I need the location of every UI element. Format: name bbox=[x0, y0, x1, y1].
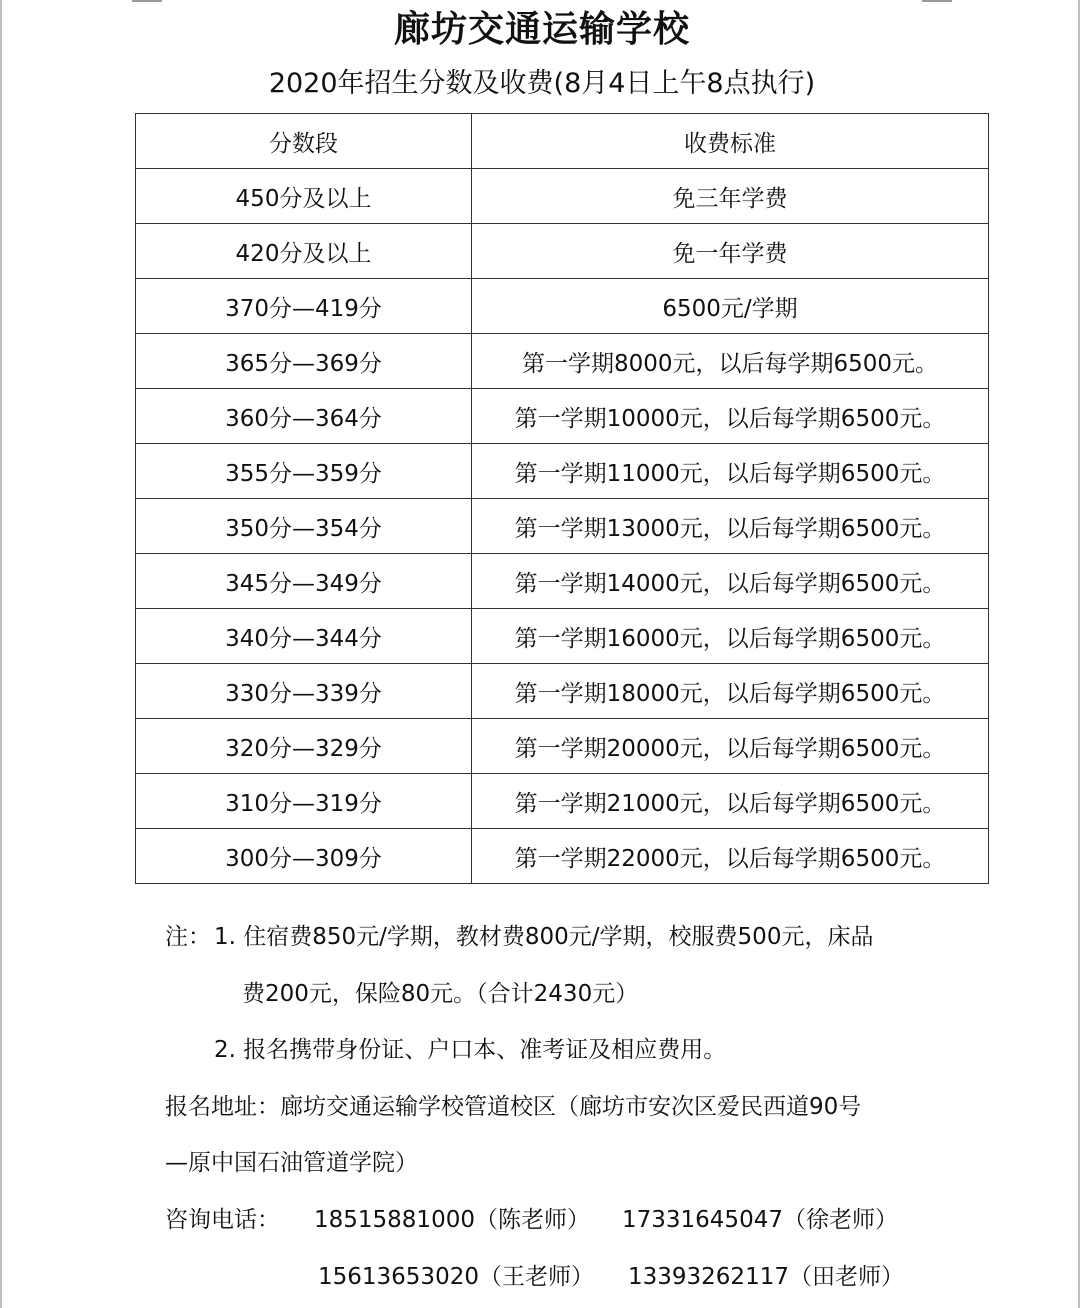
score-range-cell: 370分—419分 bbox=[136, 279, 472, 334]
phone-contact: 15613653020（王老师） bbox=[318, 1264, 594, 1290]
address-line-2: —原中国石油管道学院） bbox=[165, 1150, 418, 1176]
phone-contact: 13393262117（田老师） bbox=[628, 1264, 904, 1290]
fee-standard-cell: 第一学期11000元，以后每学期6500元。 bbox=[472, 444, 989, 499]
score-range-cell: 365分—369分 bbox=[136, 334, 472, 389]
fee-standard-cell: 第一学期22000元，以后每学期6500元。 bbox=[472, 829, 989, 884]
score-range-cell: 330分—339分 bbox=[136, 664, 472, 719]
note-item-1-line-1: 1. 住宿费850元/学期，教材费800元/学期，校服费500元，床品 bbox=[214, 924, 874, 950]
fee-standard-cell: 免三年学费 bbox=[472, 169, 989, 224]
fee-standard-cell: 第一学期20000元，以后每学期6500元。 bbox=[472, 719, 989, 774]
score-range-cell: 360分—364分 bbox=[136, 389, 472, 444]
fee-standard-cell: 第一学期18000元，以后每学期6500元。 bbox=[472, 664, 989, 719]
note-item-1-line-2: 费200元，保险80元。（合计2430元） bbox=[242, 981, 639, 1007]
fee-standard-cell: 第一学期8000元，以后每学期6500元。 bbox=[472, 334, 989, 389]
address-line-1: 报名地址：廊坊交通运输学校管道校区（廊坊市安次区爱民西道90号 bbox=[165, 1094, 862, 1120]
score-range-cell: 345分—349分 bbox=[136, 554, 472, 609]
table-row bbox=[136, 609, 989, 664]
score-range-cell: 310分—319分 bbox=[136, 774, 472, 829]
table-header-row bbox=[136, 114, 989, 169]
header-score-range: 分数段 bbox=[136, 114, 472, 169]
score-range-cell: 355分—359分 bbox=[136, 444, 472, 499]
table-row bbox=[136, 444, 989, 499]
fee-standard-cell: 第一学期10000元，以后每学期6500元。 bbox=[472, 389, 989, 444]
score-range-cell: 450分及以上 bbox=[136, 169, 472, 224]
score-range-cell: 320分—329分 bbox=[136, 719, 472, 774]
score-range-cell: 420分及以上 bbox=[136, 224, 472, 279]
fee-standard-cell: 6500元/学期 bbox=[472, 279, 989, 334]
phone-contact: 18515881000（陈老师） bbox=[314, 1207, 590, 1233]
table-row bbox=[136, 279, 989, 334]
score-range-cell: 350分—354分 bbox=[136, 499, 472, 554]
table-row bbox=[136, 829, 989, 884]
table-row bbox=[136, 664, 989, 719]
table-row bbox=[136, 499, 989, 554]
fee-table bbox=[135, 113, 989, 884]
fee-standard-cell: 第一学期13000元，以后每学期6500元。 bbox=[472, 499, 989, 554]
school-title: 廊坊交通运输学校 bbox=[393, 9, 690, 50]
fee-standard-cell: 免一年学费 bbox=[472, 224, 989, 279]
fee-standard-cell: 第一学期14000元，以后每学期6500元。 bbox=[472, 554, 989, 609]
table-row bbox=[136, 774, 989, 829]
score-range-cell: 300分—309分 bbox=[136, 829, 472, 884]
table-row bbox=[136, 719, 989, 774]
table-row bbox=[136, 169, 989, 224]
fee-standard-cell: 第一学期21000元，以后每学期6500元。 bbox=[472, 774, 989, 829]
document-subtitle: 2020年招生分数及收费(8月4日上午8点执行) bbox=[268, 68, 816, 99]
note-item-2: 2. 报名携带身份证、户口本、准考证及相应费用。 bbox=[214, 1037, 727, 1063]
table-row bbox=[136, 334, 989, 389]
notes-label: 注： bbox=[165, 924, 211, 950]
table-row bbox=[136, 224, 989, 279]
fee-standard-cell: 第一学期16000元，以后每学期6500元。 bbox=[472, 609, 989, 664]
phone-contact: 17331645047（徐老师） bbox=[622, 1207, 898, 1233]
table-row bbox=[136, 554, 989, 609]
header-fee-standard: 收费标准 bbox=[472, 114, 989, 169]
contact-label: 咨询电话： bbox=[165, 1207, 280, 1233]
table-row bbox=[136, 389, 989, 444]
score-range-cell: 340分—344分 bbox=[136, 609, 472, 664]
